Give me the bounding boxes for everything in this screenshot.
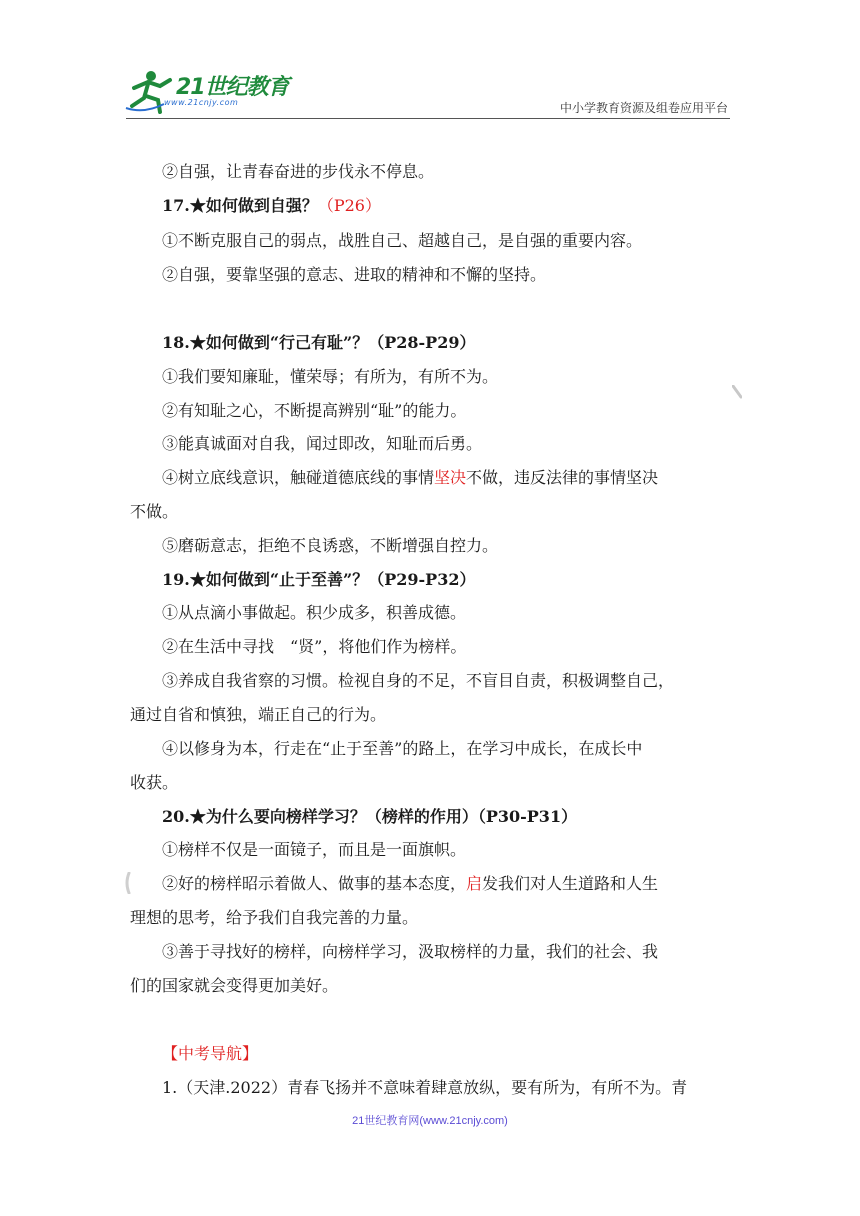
logo-text: 21世纪教育 (176, 75, 289, 100)
question-heading-19: 19.★如何做到“止于至善”？（P29-P32） (162, 570, 476, 589)
text-line (130, 468, 762, 488)
text-line: ④以修身为本，行走在“止于至善”的路上，在学习中成长，在成长中 (162, 739, 643, 758)
question-heading-17 (130, 196, 762, 216)
text-line: ③能真诚面对自我，闻过即改，知耻而后勇。 (162, 434, 483, 453)
text-line: 不做。 (130, 502, 179, 521)
page-header (0, 0, 860, 125)
text-line: 通过自省和慎独，端正自己的行为。 (130, 705, 387, 724)
text-line: ⑤磨砺意志，拒绝不良诱惑，不断增强自控力。 (162, 536, 499, 555)
question-heading-18: 18.★如何做到“行己有耻”？（P28-P29） (162, 333, 476, 352)
runner-logo-icon (124, 68, 176, 116)
page-footer: 21世纪教育网(www.21cnjy.com) (352, 1115, 508, 1127)
highlighted-text: 启 (466, 874, 483, 893)
text-line: ③养成自我省察的习惯。检视自身的不足，不盲目自责，积极调整自己， (162, 671, 675, 690)
scan-mark (125, 872, 131, 894)
section-title-exam-guide: 【中考导航】 (162, 1044, 259, 1063)
text-segment: 不做，违反法律的事情坚决 (466, 468, 659, 487)
text-line: ②有知耻之心，不断提高辨别“耻”的能力。 (162, 401, 467, 420)
text-segment: 发我们对人生道路和人生 (482, 874, 659, 893)
text-line: ②自强，要靠坚强的意志、进取的精神和不懈的坚持。 (162, 265, 547, 284)
text-line: ②自强，让青春奋进的步伐永不停息。 (162, 162, 435, 181)
highlighted-text: 坚决 (434, 468, 467, 487)
text-line: ①从点滴小事做起。积少成多，积善成德。 (162, 603, 467, 622)
page-reference: （P26） (317, 196, 381, 215)
text-line: 1.（天津.2022）青春飞扬并不意味着肆意放纵，要有所为，有所不为。青 (162, 1078, 688, 1097)
scan-mark (732, 384, 742, 398)
question-heading-20: 20.★为什么要向榜样学习？（榜样的作用）（P30-P31） (162, 807, 578, 826)
text-line: ①我们要知廉耻，懂荣辱；有所为，有所不为。 (162, 367, 499, 386)
text-line: ②在生活中寻找 “贤”，将他们作为榜样。 (162, 637, 467, 656)
heading-text: 17.★如何做到自强？ (162, 196, 318, 215)
text-line: ①榜样不仅是一面镜子，而且是一面旗帜。 (162, 840, 467, 859)
text-segment: ④树立底线意识，触碰道德底线的事情 (162, 468, 435, 487)
text-line (130, 874, 762, 894)
text-line: ①不断克服自己的弱点，战胜自己、超越自己，是自强的重要内容。 (162, 231, 643, 250)
text-line: 收获。 (130, 773, 179, 792)
text-line: 们的国家就会变得更加美好。 (130, 976, 339, 995)
text-line: 理想的思考，给予我们自我完善的力量。 (130, 908, 419, 927)
header-divider (126, 118, 730, 119)
platform-title: 中小学教育资源及组卷应用平台 (559, 101, 728, 115)
text-segment: ②好的榜样昭示着做人、做事的基本态度， (162, 874, 467, 893)
text-line: ③善于寻找好的榜样，向榜样学习，汲取榜样的力量，我们的社会、我 (162, 942, 659, 961)
logo-url: www.21cnjy.com (164, 98, 239, 107)
site-logo[interactable] (124, 68, 294, 118)
